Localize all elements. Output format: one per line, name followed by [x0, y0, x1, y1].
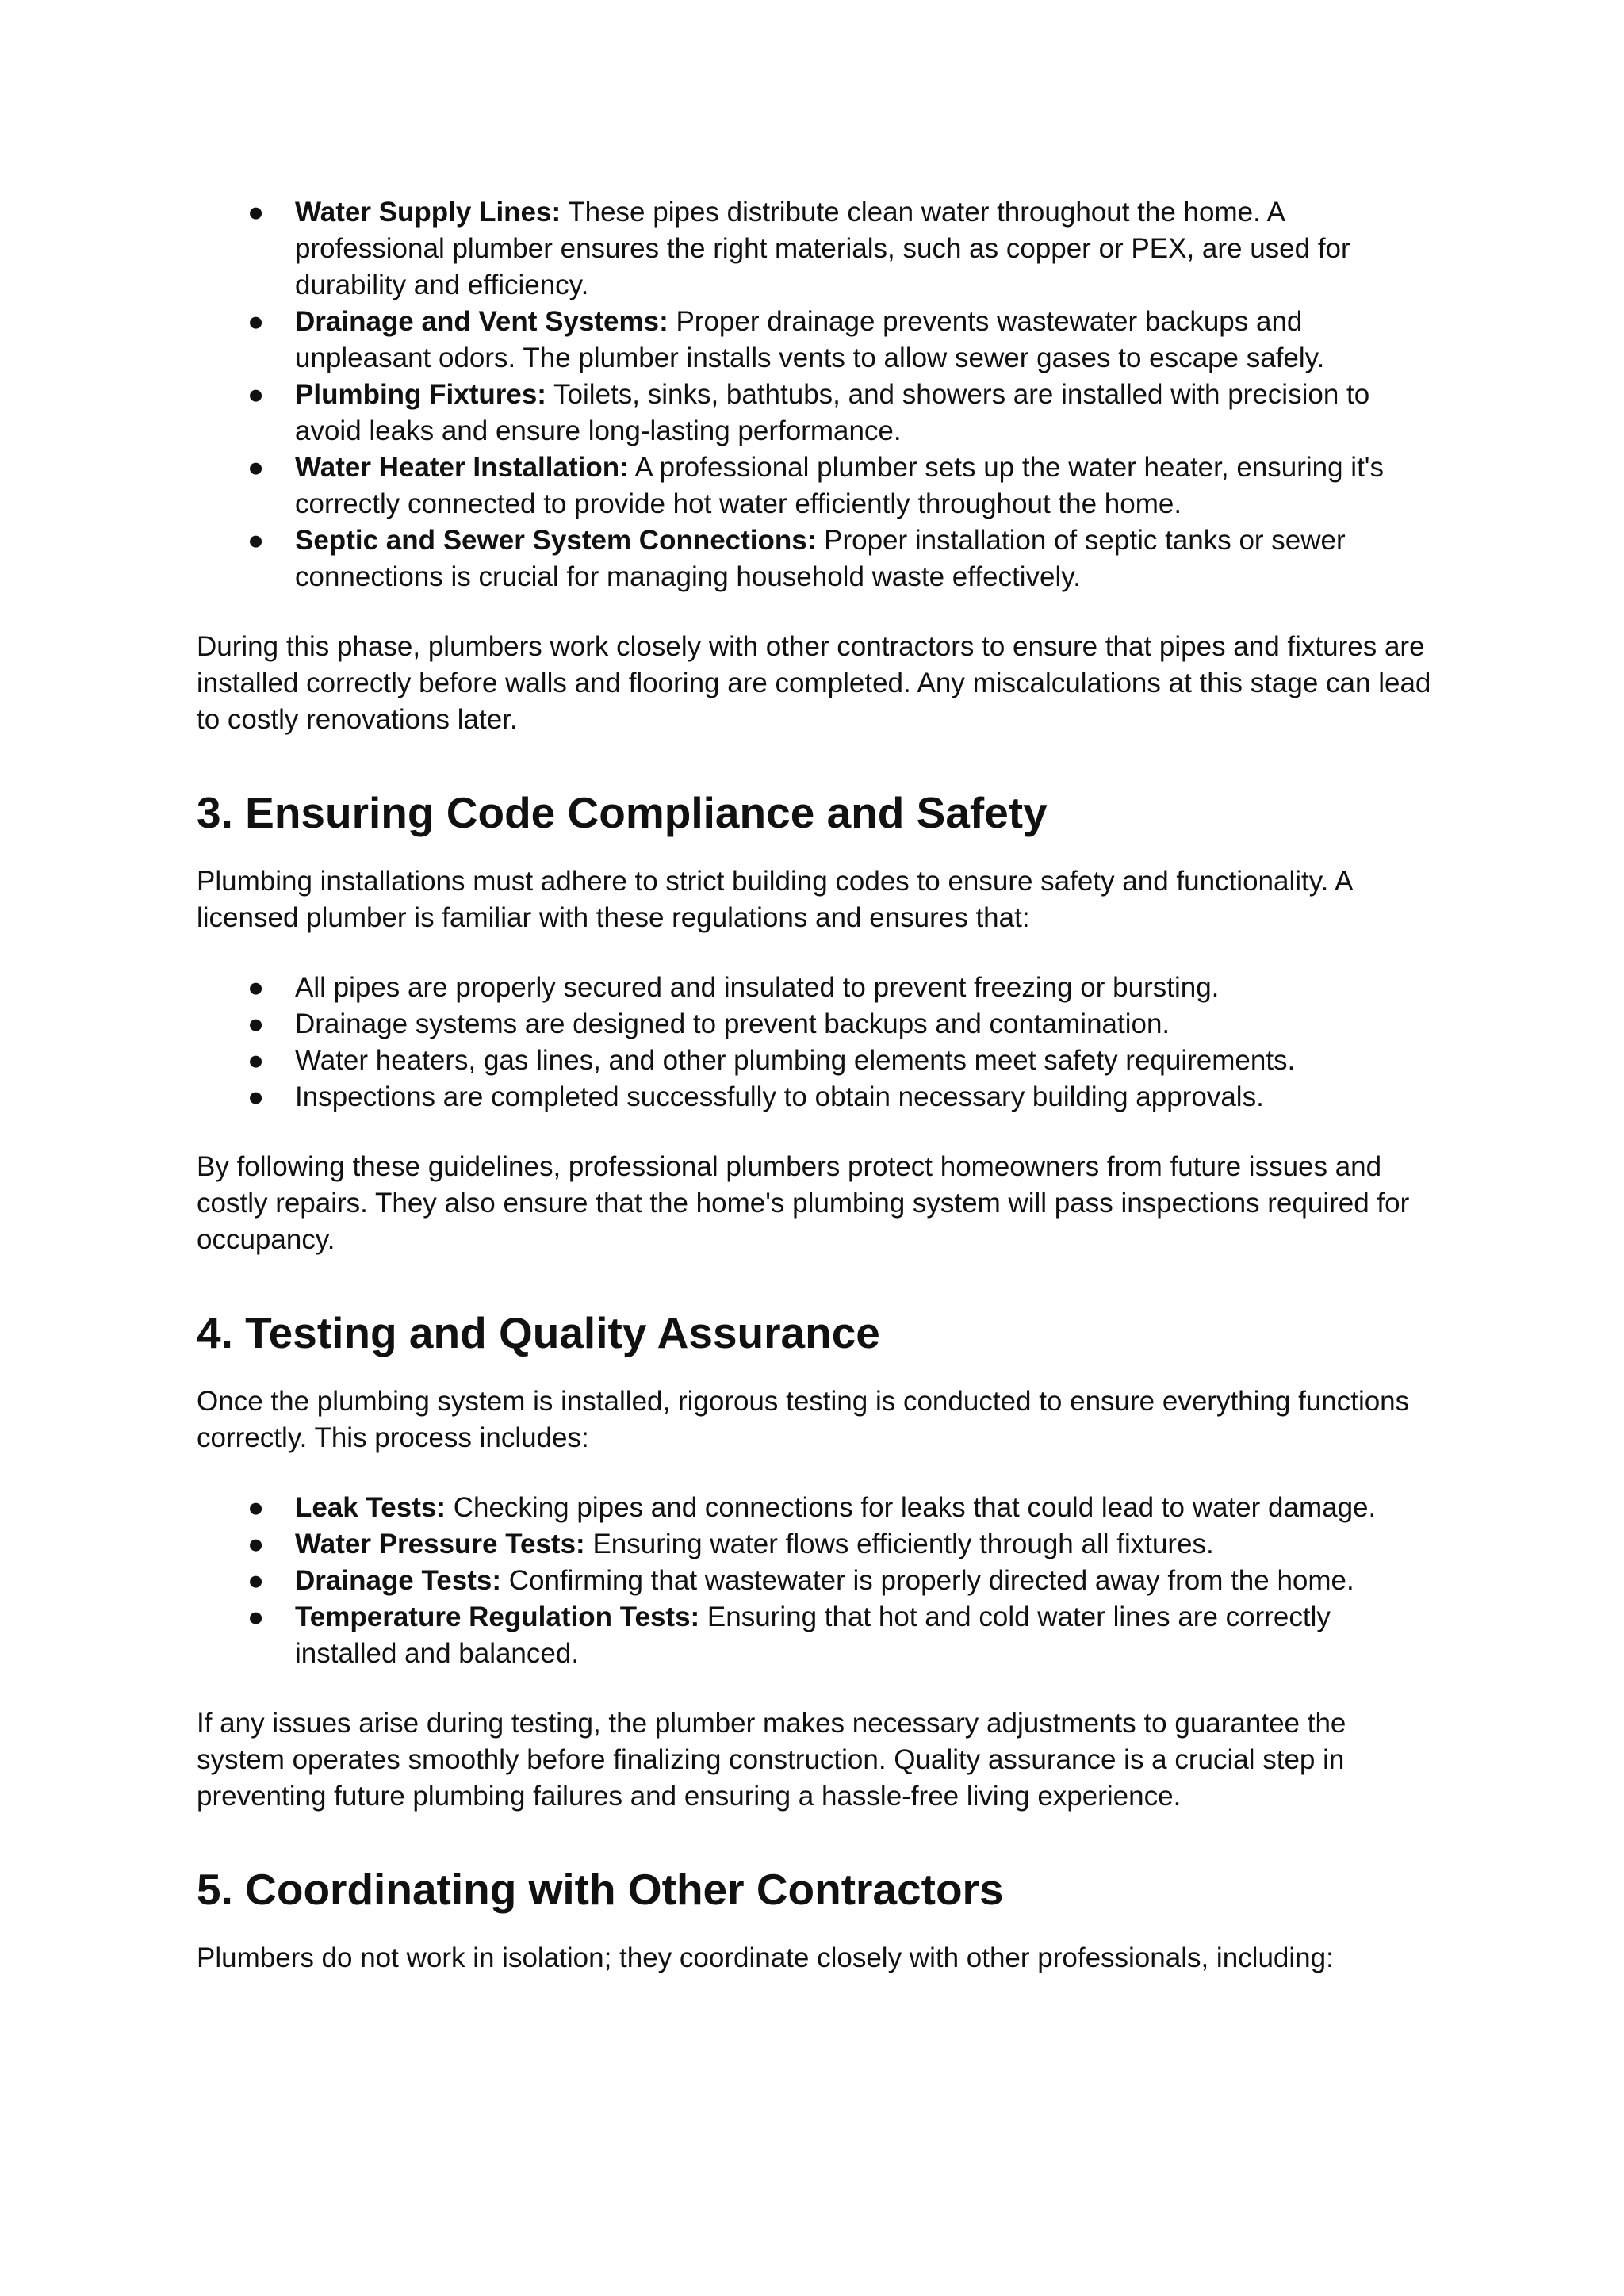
list-item — [197, 1043, 1434, 1079]
list-item-text: Toilets, sinks, bathtubs, and showers are installed with precision to avoid leaks and ensure long-lasting performance. — [295, 379, 1370, 446]
section-5-intro: Plumbers do not work in isolation; they coordinate closely with other professionals, including: — [197, 1942, 1334, 1973]
code-compliance-list — [197, 970, 1434, 1115]
list-item-term: Plumbing Fixtures: — [295, 379, 546, 410]
list-item-text: Proper drainage prevents wastewater backups and unpleasant odors. The plumber installs vents to allow sewer gases to escape safely. — [295, 306, 1325, 373]
bullet-icon: ● — [247, 1081, 265, 1112]
list-item-text: Checking pipes and connections for leaks that could lead to water damage. — [446, 1492, 1377, 1523]
list-item-term: Drainage and Vent Systems: — [295, 306, 668, 337]
list-item — [197, 522, 1434, 595]
bullet-icon: ● — [247, 1601, 265, 1632]
list-item — [197, 1526, 1434, 1563]
list-item — [197, 1490, 1434, 1526]
bullet-icon: ● — [247, 452, 265, 483]
section-4-outro: If any issues arise during testing, the plumber makes necessary adjustments to guarantee the system operates smoothly before finalizing construction. Quality assurance is a crucial step in preventing future plumbing failures and ensuring a hassle-free living experience. — [197, 1708, 1346, 1812]
list-item — [197, 450, 1434, 522]
list-item-term: Drainage Tests: — [295, 1565, 501, 1596]
list-item-text: These pipes distribute clean water throughout the home. A professional plumber ensures the right materials, such as copper or PEX, are used for durability and efficiency. — [295, 197, 1350, 300]
testing-list — [197, 1490, 1434, 1672]
list-item-term: Water Supply Lines: — [295, 197, 561, 228]
list-item — [197, 194, 1434, 304]
list-item-text: Confirming that wastewater is properly directed away from the home. — [501, 1565, 1354, 1596]
list-item-text: A professional plumber sets up the water heater, ensuring it's correctly connected to provide hot water efficiently throughout the home. — [295, 452, 1384, 519]
list-item — [197, 970, 1434, 1006]
list-item-text: Proper installation of septic tanks or sewer connections is crucial for managing household waste effectively. — [295, 525, 1346, 592]
list-item-text: Ensuring that hot and cold water lines are correctly installed and balanced. — [295, 1601, 1331, 1669]
list-item-text: All pipes are properly secured and insulated to prevent freezing or bursting. — [295, 972, 1220, 1003]
list-item-text: Drainage systems are designed to prevent backups and contamination. — [295, 1008, 1170, 1039]
bullet-icon: ● — [247, 972, 265, 1003]
bullet-icon: ● — [247, 1045, 265, 1076]
list-item-text: Inspections are completed successfully to obtain necessary building approvals. — [295, 1081, 1264, 1112]
section-5-heading: 5. Coordinating with Other Contractors — [197, 1865, 1004, 1914]
bullet-icon: ● — [247, 197, 265, 228]
list-item-term: Leak Tests: — [295, 1492, 446, 1523]
list-item-term: Water Heater Installation: — [295, 452, 629, 483]
installation-components-list — [197, 194, 1434, 595]
section-3-intro: Plumbing installations must adhere to strict building codes to ensure safety and functionality. A licensed plumber is familiar with these regulations and ensures that: — [197, 866, 1352, 933]
section-4-intro: Once the plumbing system is installed, rigorous testing is conducted to ensure everything functions correctly. This process includes: — [197, 1386, 1410, 1453]
list-item — [197, 304, 1434, 377]
bullet-icon: ● — [247, 525, 265, 556]
list-item-term: Water Pressure Tests: — [295, 1529, 585, 1559]
list-item — [197, 1079, 1434, 1115]
list-item-text: Ensuring water flows efficiently through all fixtures. — [584, 1529, 1214, 1559]
list-item-term: Septic and Sewer System Connections: — [295, 525, 817, 556]
section-3-outro: By following these guidelines, professional plumbers protect homeowners from future issues and costly repairs. They also ensure that the home's plumbing system will pass inspections required for occupancy. — [197, 1151, 1410, 1255]
bullet-icon: ● — [247, 1529, 265, 1559]
list-item-term: Temperature Regulation Tests: — [295, 1601, 700, 1632]
phase-paragraph: During this phase, plumbers work closely with other contractors to ensure that pipes and fixtures are installed correctly before walls and flooring are completed. Any miscalculations at this stage can lead to costly renovations later. — [197, 631, 1431, 735]
list-item — [197, 1006, 1434, 1043]
list-item — [197, 1563, 1434, 1599]
bullet-icon: ● — [247, 1565, 265, 1596]
bullet-icon: ● — [247, 1492, 265, 1523]
list-item — [197, 1599, 1434, 1672]
section-3-heading: 3. Ensuring Code Compliance and Safety — [197, 788, 1048, 837]
bullet-icon: ● — [247, 306, 265, 337]
list-item — [197, 377, 1434, 450]
list-item-text: Water heaters, gas lines, and other plumbing elements meet safety requirements. — [295, 1045, 1296, 1076]
section-4-heading: 4. Testing and Quality Assurance — [197, 1308, 880, 1357]
page-content — [197, 194, 1434, 1976]
bullet-icon: ● — [247, 379, 265, 410]
bullet-icon: ● — [247, 1008, 265, 1039]
